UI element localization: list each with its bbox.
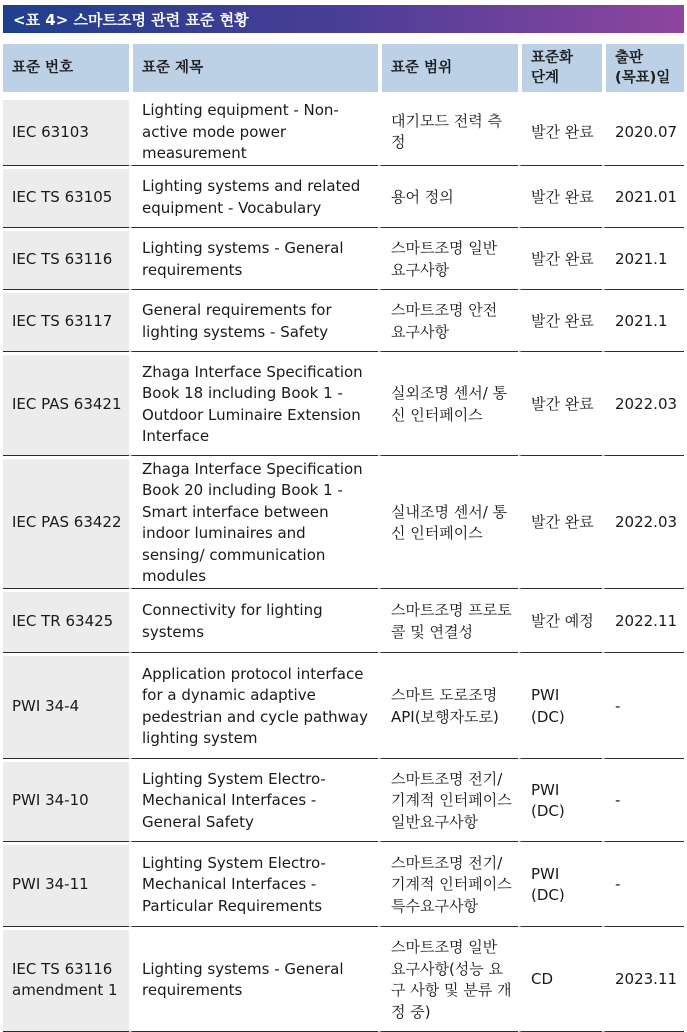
- cell-title: Zhaga Interface Specification Book 20 including Book 1 - Smart interface between indoor luminaires and sensing/ communication modules: [129, 459, 378, 589]
- cell-title: Lighting equipment - Non-active mode power measurement: [129, 100, 378, 166]
- cell-number: IEC TR 63425: [3, 592, 129, 653]
- cell-stage: PWI (DC): [518, 656, 602, 759]
- cell-scope: 스마트조명 프로토콜 및 연결성: [378, 592, 518, 653]
- table-row: [3, 293, 684, 352]
- cell-number: PWI 34-11: [3, 845, 129, 927]
- cell-publish: -: [602, 762, 684, 842]
- table-row: [3, 762, 684, 842]
- cell-number: IEC TS 63116 amendment 1: [3, 930, 129, 1032]
- cell-stage: 발간 예정: [518, 592, 602, 653]
- cell-title: Application protocol interface for a dynamic adaptive pedestrian and cycle pathway lighting system: [129, 656, 378, 759]
- cell-publish: -: [602, 656, 684, 759]
- cell-scope: 스마트조명 전기/ 기계적 인터페이스 일반요구사항: [378, 762, 518, 842]
- cell-publish: 2021.1: [602, 293, 684, 352]
- cell-number: IEC TS 63105: [3, 169, 129, 228]
- cell-scope: 스마트조명 안전 요구사항: [378, 293, 518, 352]
- cell-title: Lighting System Electro-Mechanical Interfaces - General Safety: [129, 762, 378, 842]
- table-row: [3, 656, 684, 759]
- cell-stage: PWI (DC): [518, 762, 602, 842]
- cell-stage: 발간 완료: [518, 169, 602, 228]
- cell-publish: 2020.07: [602, 100, 684, 166]
- table-row: [3, 845, 684, 927]
- table-row: [3, 169, 684, 228]
- cell-scope: 스마트조명 일반 요구사항(성능 요구 사항 및 분류 개정 중): [378, 930, 518, 1032]
- cell-number: PWI 34-4: [3, 656, 129, 759]
- cell-stage: 발간 완료: [518, 231, 602, 290]
- cell-publish: 2021.01: [602, 169, 684, 228]
- cell-publish: 2021.1: [602, 231, 684, 290]
- cell-number: PWI 34-10: [3, 762, 129, 842]
- cell-publish: 2022.03: [602, 355, 684, 456]
- cell-title: Lighting systems - General requirements: [129, 231, 378, 290]
- header-row: [3, 44, 684, 100]
- header-publish: 출판 (목표)일: [602, 44, 684, 100]
- cell-publish: 2023.11: [602, 930, 684, 1032]
- cell-title: General requirements for lighting systems - Safety: [129, 293, 378, 352]
- table-row: [3, 930, 684, 1032]
- cell-number: IEC PAS 63421: [3, 355, 129, 456]
- standards-table: [3, 44, 684, 1032]
- cell-scope: 실외조명 센서/ 통신 인터페이스: [378, 355, 518, 456]
- header-stage: 표준화 단계: [518, 44, 602, 100]
- cell-number: IEC TS 63117: [3, 293, 129, 352]
- cell-stage: 발간 완료: [518, 459, 602, 589]
- cell-scope: 스마트 도로조명 API(보행자도로): [378, 656, 518, 759]
- cell-stage: PWI (DC): [518, 845, 602, 927]
- cell-publish: 2022.11: [602, 592, 684, 653]
- header-title: 표준 제목: [129, 44, 378, 100]
- cell-number: IEC PAS 63422: [3, 459, 129, 589]
- cell-stage: 발간 완료: [518, 355, 602, 456]
- cell-number: IEC TS 63116: [3, 231, 129, 290]
- table-caption: <표 4> 스마트조명 관련 표준 현황: [3, 5, 684, 33]
- cell-title: Zhaga Interface Specification Book 18 including Book 1 - Outdoor Luminaire Extension Interface: [129, 355, 378, 456]
- cell-title: Connectivity for lighting systems: [129, 592, 378, 653]
- table-row: [3, 459, 684, 589]
- cell-stage: 발간 완료: [518, 293, 602, 352]
- cell-stage: CD: [518, 930, 602, 1032]
- header-scope: 표준 범위: [378, 44, 518, 100]
- cell-stage: 발간 완료: [518, 100, 602, 166]
- cell-publish: -: [602, 845, 684, 927]
- cell-scope: 용어 정의: [378, 169, 518, 228]
- table-row: [3, 355, 684, 456]
- cell-title: Lighting System Electro-Mechanical Interfaces - Particular Requirements: [129, 845, 378, 927]
- cell-title: Lighting systems and related equipment - Vocabulary: [129, 169, 378, 228]
- table-row: [3, 100, 684, 166]
- cell-number: IEC 63103: [3, 100, 129, 166]
- cell-publish: 2022.03: [602, 459, 684, 589]
- header-number: 표준 번호: [3, 44, 129, 100]
- cell-scope: 스마트조명 전기/ 기계적 인터페이스 특수요구사항: [378, 845, 518, 927]
- table-row: [3, 231, 684, 290]
- cell-scope: 대기모드 전력 측정: [378, 100, 518, 166]
- cell-scope: 실내조명 센서/ 통신 인터페이스: [378, 459, 518, 589]
- cell-scope: 스마트조명 일반 요구사항: [378, 231, 518, 290]
- table-row: [3, 592, 684, 653]
- cell-title: Lighting systems - General requirements: [129, 930, 378, 1032]
